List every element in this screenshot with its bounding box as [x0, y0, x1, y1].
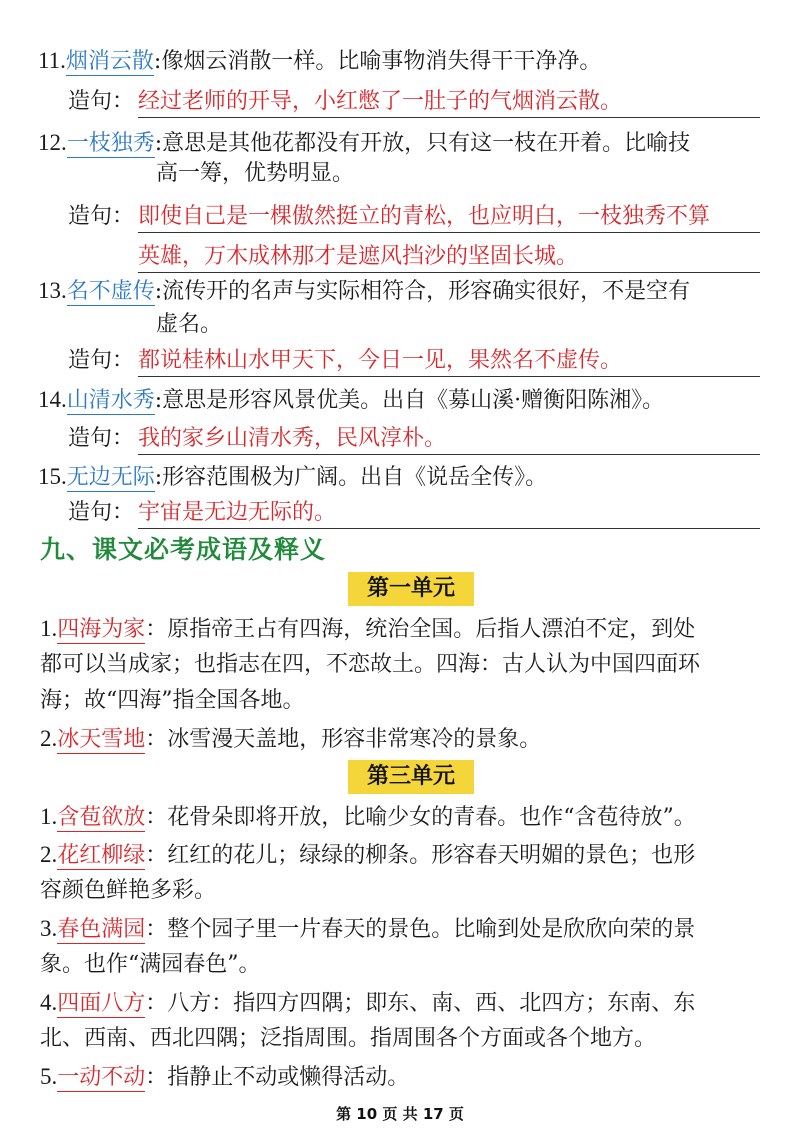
- idiom-term: 一枝独秀: [66, 131, 155, 156]
- unit-title: 第一单元: [348, 572, 474, 606]
- idiom-definition: :流传开的名声与实际相符合，形容确实很好，不是空有: [154, 279, 691, 304]
- item-number: 1.: [40, 804, 58, 829]
- idiom-term: 名不虚传: [66, 279, 155, 304]
- item-definition: ：原指帝王占有四海，统治全国。后指人漂泊不定，到处: [145, 617, 696, 642]
- sentence-text: 经过老师的开导，小红憋了一肚子的气烟消云散。: [138, 89, 623, 114]
- unit-item: [40, 984, 765, 1023]
- underline: [138, 376, 760, 377]
- idiom-term: 烟消云散: [65, 49, 154, 74]
- item-term: 一动不动: [57, 1065, 146, 1090]
- unit-item: [40, 798, 765, 837]
- idiom-definition: :像烟云消散一样。比喻事物消失得干干净净。: [153, 49, 602, 74]
- item-term: 四面八方: [57, 991, 146, 1016]
- sentence-label: 造句：: [68, 426, 135, 451]
- sentence-text: 都说桂林山水甲天下，今日一见，果然名不虚传。: [138, 348, 623, 373]
- unit-item-cont: 北、西南、西北四隅；泛指周围。指周围各个方面或各个地方。: [40, 1026, 657, 1051]
- idiom-definition: :形容范围极为广阔。出自《说岳全传》。: [154, 465, 548, 490]
- item-number: 3.: [40, 916, 58, 941]
- underline: [138, 528, 760, 529]
- sentence-text: 宇宙是无边无际的。: [138, 500, 337, 525]
- item-number: 1.: [40, 616, 58, 641]
- idiom-number: 12.: [38, 130, 67, 155]
- idiom-definition-cont: 虚名。: [156, 312, 223, 337]
- sentence-text: 我的家乡山清水秀，民风淳朴。: [138, 426, 447, 451]
- sentence-label: 造句：: [68, 204, 135, 229]
- item-definition: ：指静止不动或懒得活动。: [145, 1065, 410, 1090]
- item-number: 2.: [40, 842, 58, 867]
- item-definition: ：花骨朵即将开放，比喻少女的青春。也作“含苞待放”。: [145, 805, 696, 830]
- unit-item-cont: 容颜色鲜艳多彩。: [40, 878, 217, 903]
- item-number: 5.: [40, 1064, 58, 1089]
- idiom-definition: :意思是其他花都没有开放，只有这一枝在开着。比喻技: [154, 131, 691, 156]
- sentence-label: 造句：: [68, 348, 135, 373]
- unit-item: [40, 910, 765, 949]
- item-definition: ：红红的花儿；绿绿的柳条。形容春天明媚的景色；也形: [145, 843, 696, 868]
- unit-item: [40, 720, 765, 759]
- item-term: 花红柳绿: [57, 843, 146, 868]
- item-number: 4.: [40, 990, 58, 1015]
- idiom-number: 14.: [38, 387, 67, 412]
- unit-item-cont: 海；故“四海”指全国各地。: [40, 688, 305, 713]
- page-footer: 第 10 页 共 17 页: [336, 1105, 464, 1123]
- section-title: 九、课文必考成语及释义: [40, 535, 327, 564]
- unit-item: [40, 610, 765, 649]
- idiom-entry: [38, 458, 768, 497]
- sentence-label: 造句：: [68, 89, 135, 114]
- sentence-label: 造句：: [68, 500, 135, 525]
- item-definition: ：冰雪漫天盖地，形容非常寒冷的景象。: [145, 727, 542, 752]
- unit-item: [40, 1058, 765, 1097]
- idiom-term: 无边无际: [66, 465, 155, 490]
- underline: [138, 454, 760, 455]
- sentence-text: 即使自己是一棵傲然挺立的青松，也应明白，一枝独秀不算: [138, 204, 711, 229]
- idiom-entry: [38, 381, 768, 420]
- idiom-number: 15.: [38, 464, 67, 489]
- idiom-entry: [38, 42, 768, 81]
- underline: [138, 232, 760, 233]
- item-definition: ：八方：指四方四隅；即东、南、西、北四方；东南、东: [145, 991, 696, 1016]
- item-term: 春色满园: [57, 917, 146, 942]
- item-term: 冰天雪地: [57, 727, 146, 752]
- idiom-number: 11.: [38, 48, 66, 73]
- item-term: 四海为家: [57, 617, 146, 642]
- unit-item-cont: 都可以当成家；也指志在四，不恋故土。四海：古人认为中国四面环: [40, 652, 701, 677]
- item-number: 2.: [40, 726, 58, 751]
- item-term: 含苞欲放: [57, 805, 146, 830]
- underline: [138, 117, 760, 118]
- sentence-text: 英雄，万木成林那才是遮风挡沙的坚固长城。: [138, 244, 579, 269]
- idiom-term: 山清水秀: [66, 388, 155, 413]
- idiom-number: 13.: [38, 278, 67, 303]
- item-definition: ：整个园子里一片春天的景色。比喻到处是欣欣向荣的景: [145, 917, 696, 942]
- unit-item-cont: 象。也作“满园春色”。: [40, 952, 261, 977]
- unit-title: 第三单元: [348, 760, 474, 794]
- unit-item: [40, 836, 765, 875]
- idiom-definition: :意思是形容风景优美。出自《募山溪·赠衡阳陈湘》。: [154, 388, 665, 413]
- idiom-definition-cont: 高一筹，优势明显。: [156, 161, 355, 186]
